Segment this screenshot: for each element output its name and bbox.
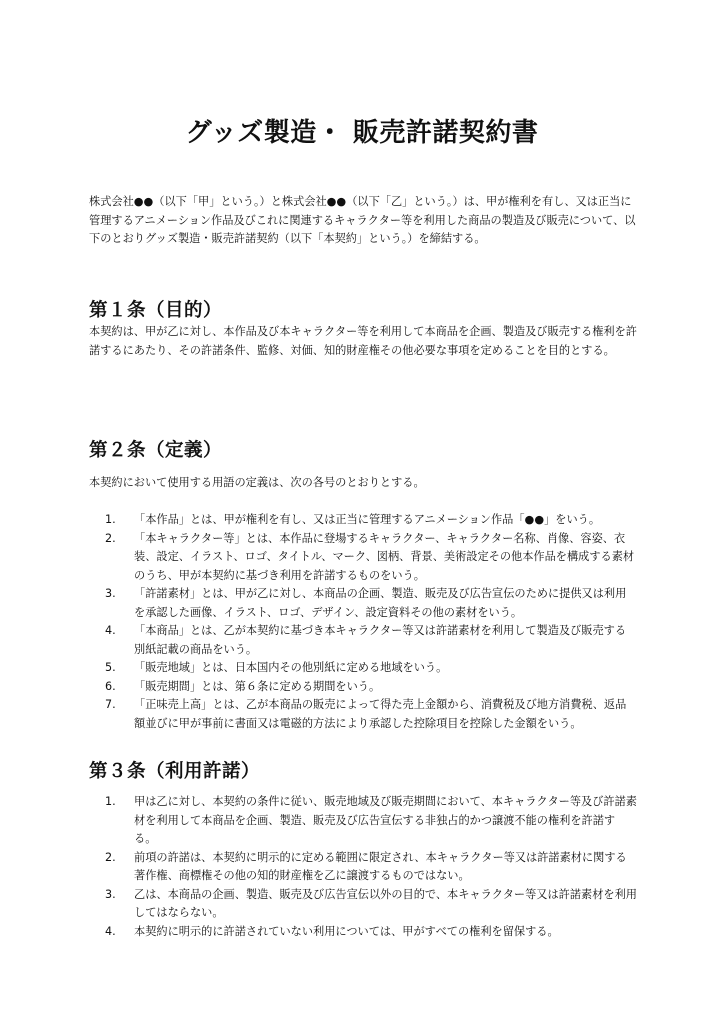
item-number: 2. (105, 850, 116, 864)
item-number: 1. (105, 795, 116, 808)
item-number: 4. (105, 924, 116, 938)
list-item (105, 793, 637, 849)
item-text: 甲は乙に対し、本契約の条件に従い、販売地域及び販売期間において、本キャラクター等及び許諾素材を利用して本商品を企画、製造、販売及び広告宣伝する非独占的かつ譲渡不能の権利を許諾する。 (134, 795, 637, 845)
article-2-definition-list (105, 511, 637, 733)
item-number: 2. (105, 531, 116, 545)
list-item (105, 622, 637, 659)
item-text: 前項の許諾は、本契約に明示的に定める範囲に限定され、本キャラクター等又は許諾素材に関する著作権、商標権その他の知的財産権を乙に譲渡するものではない。 (134, 850, 627, 882)
list-item (105, 923, 637, 942)
item-text: 「販売期間」とは、第６条に定める期間をいう。 (134, 679, 381, 693)
item-number: 3. (105, 587, 116, 600)
item-number: 1. (105, 513, 116, 526)
list-item (105, 659, 637, 678)
item-text: 「正味売上高」とは、乙が本商品の販売によって得た売上金額から、消費税及び地方消費税、返品額並びに甲が事前に書面又は電磁的方法により承認した控除項目を控除した金額をいう。 (134, 698, 627, 730)
item-text: 「販売地域」とは、日本国内その他別紙に定める地域をいう。 (134, 661, 448, 674)
item-text: 乙は、本商品の企画、製造、販売及び広告宣伝以外の目的で、本キャラクター等又は許諾素材を利用してはならない。 (134, 887, 637, 919)
item-text: 「本商品」とは、乙が本契約に基づき本キャラクター等又は許諾素材を利用して製造及び販売する別紙記載の商品をいう。 (134, 624, 627, 656)
list-item (105, 678, 637, 697)
item-text: 「許諾素材」とは、甲が乙に対し、本商品の企画、製造、販売及び広告宣伝のために提供又は利用を承認した画像、イラスト、ロゴ、デザイン、設定資料その他の素材をいう。 (134, 587, 627, 619)
article-3-clause-list (105, 793, 637, 941)
item-text: 「本キャラクター等」とは、本作品に登場するキャラクター、キャラクター名称、肖像、容姿、衣装、設定、イラスト、ロゴ、タイトル、マーク、図柄、背景、美術設定その他本作品を構成する素材のうち、甲が本契約に基づき利用を許諾するものをいう。 (134, 531, 635, 582)
item-number: 3. (105, 887, 116, 901)
item-number: 6. (105, 679, 116, 693)
item-number: 7. (105, 698, 116, 711)
article-2-heading: 第２条（定義） (89, 440, 223, 461)
list-item (105, 696, 637, 733)
item-text: 本契約に明示的に許諾されていない利用については、甲がすべての権利を留保する。 (134, 924, 559, 938)
article-3-heading: 第３条（利用許諾） (89, 761, 261, 782)
item-text: 「本作品」とは、甲が権利を有し、又は正当に管理するアニメーション作品「●●」をいう。 (134, 513, 601, 526)
article-1-body: 本契約は、甲が乙に対し、本作品及び本キャラクター等を利用して本商品を企画、製造及び販売する権利を許諾するにあたり、その許諾条件、監修、対価、知的財産権その他必要な事項を定めることを目的とする。 (89, 325, 637, 357)
article-1-heading: 第１条（目的） (89, 300, 223, 321)
list-item (105, 511, 637, 530)
intro-paragraph: 株式会社●●（以下「甲」という。）と株式会社●●（以下「乙」という。）は、甲が権利を有し、又は正当に管理するアニメーション作品及びこれに関連するキャラクター等を利用した商品の製造及び販売について、以下のとおりグッズ製造・販売許諾契約（以下「本契約」という。）を締結する。 (89, 195, 636, 245)
list-item (105, 886, 637, 923)
item-number: 4. (105, 624, 116, 637)
list-item (105, 849, 637, 886)
list-item (105, 530, 637, 586)
document-title: グッズ製造・ 販売許諾契約書 (185, 118, 539, 148)
article-2-lead: 本契約において使用する用語の定義は、次の各号のとおりとする。 (89, 476, 425, 489)
item-number: 5. (105, 661, 116, 674)
list-item (105, 585, 637, 622)
